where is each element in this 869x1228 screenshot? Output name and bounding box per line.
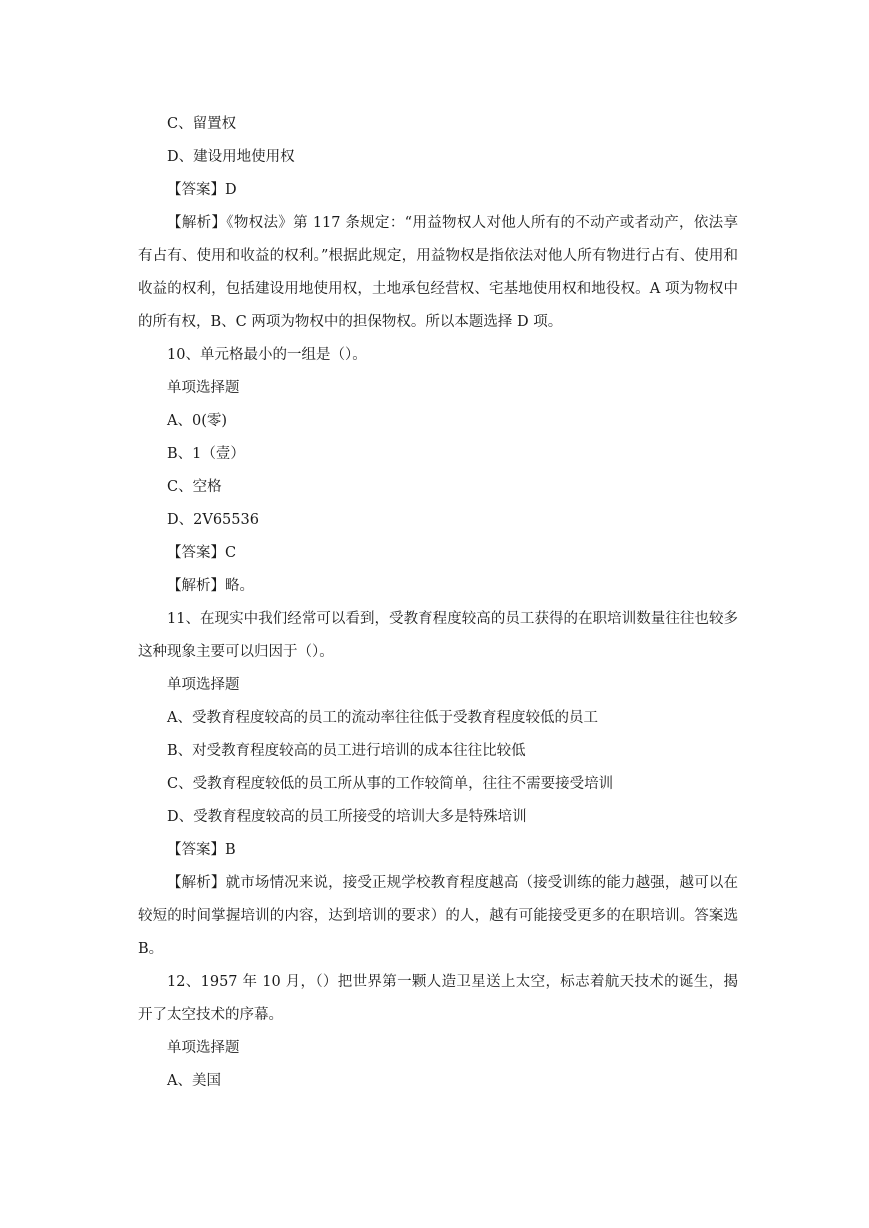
option-a-q10: A、0(零) [167,413,228,429]
option-d-q11: D、受教育程度较高的员工所接受的培训大多是特殊培训 [167,809,527,825]
option-d-q10: D、2V65536 [167,512,259,528]
explanation-q11: 【解析】就市场情况来说，接受正规学校教育程度越高（接受训练的能力越强，越可以在较短的时间掌握培训的内容，达到培训的要求）的人，越有可能接受更多的在职培训。答案选 B。 [138,875,738,957]
document-body [138,108,738,1098]
answer-q10: 【答案】C [167,545,237,561]
option-d-q9: D、建设用地使用权 [167,149,295,165]
option-c-q9: C、留置权 [167,116,237,132]
option-a-q12: A、美国 [167,1073,221,1089]
option-b-q11: B、对受教育程度较高的员工进行培训的成本往往比较低 [167,743,526,759]
option-c-q10: C、空格 [167,479,222,495]
option-a-q11: A、受教育程度较高的员工的流动率往往低于受教育程度较低的员工 [167,710,598,726]
answer-q11: 【答案】B [167,842,236,858]
question-11: 11、在现实中我们经常可以看到，受教育程度较高的员工获得的在职培训数量往往也较多这种现象主要可以归因于（）。 [138,611,738,660]
explanation-q9: 【解析】《物权法》第 117 条规定：“用益物权人对他人所有的不动产或者动产，依法享有占有、使用和收益的权利。”根据此规定，用益物权是指依法对他人所有物进行占有、使用和收益的权利，包括建设用地使用权，土地承包经营权、宅基地使用权和地役权。A 项为物权中的所有权，B、C 两项为物权中的担保物权。所以本题选择 D 项。 [138,215,738,330]
explanation-q10: 【解析】略。 [167,578,254,594]
option-c-q11: C、受教育程度较低的员工所从事的工作较简单，往往不需要接受培训 [167,776,614,792]
answer-q9: 【答案】D [167,182,237,198]
option-b-q10: B、1（壹） [167,446,245,462]
question-10: 10、单元格最小的一组是（）。 [167,347,367,363]
question-type-q10: 单项选择题 [167,380,240,396]
question-type-q12: 单项选择题 [167,1040,240,1056]
question-12: 12、1957 年 10 月，（）把世界第一颗人造卫星送上太空，标志着航天技术的诞生，揭开了太空技术的序幕。 [138,974,738,1023]
question-type-q11: 单项选择题 [167,677,240,693]
